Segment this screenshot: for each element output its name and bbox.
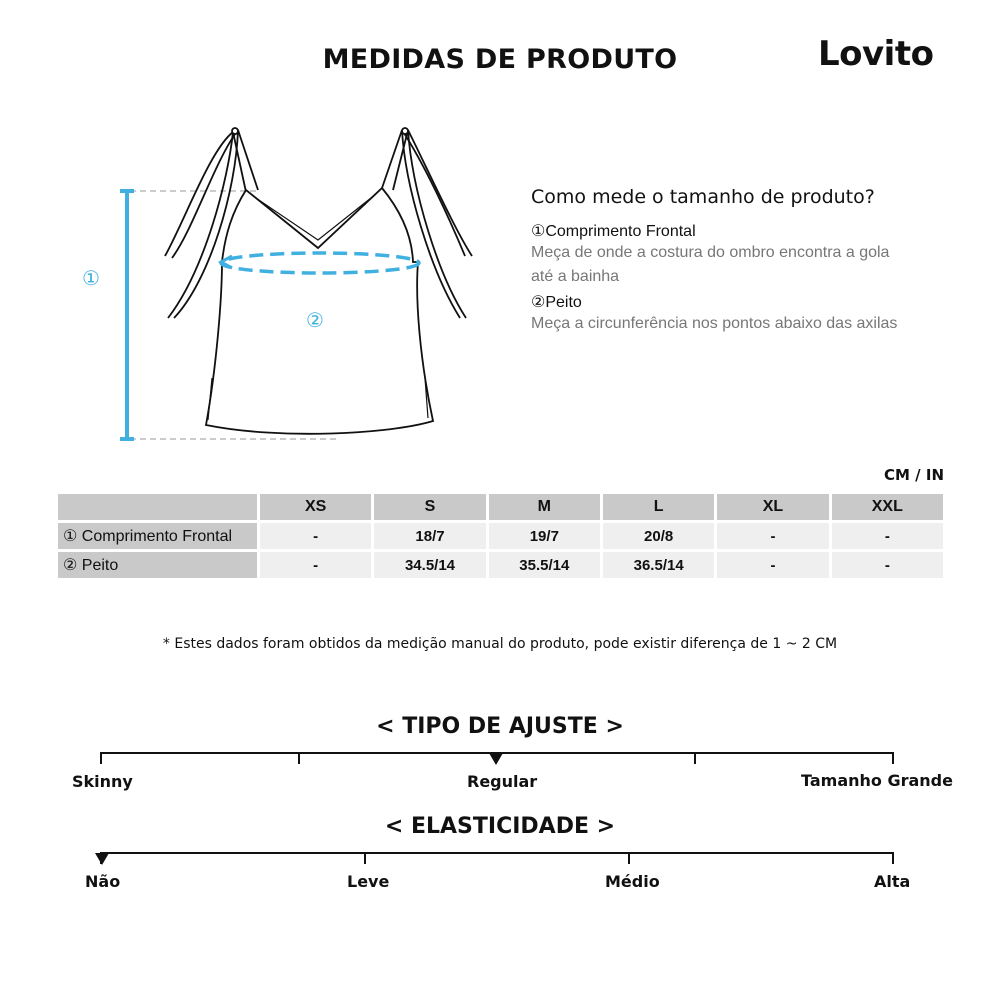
table-row <box>58 523 943 549</box>
table-cell: 36.5/14 <box>603 552 714 578</box>
row-label-length: ① Comprimento Frontal <box>58 523 257 549</box>
table-cell: 34.5/14 <box>374 552 485 578</box>
size-header-l: L <box>603 494 714 520</box>
fit-tick <box>892 752 894 764</box>
size-header-row <box>58 494 943 520</box>
size-header-xxl: XXL <box>832 494 943 520</box>
size-header-s: S <box>374 494 485 520</box>
table-cell: - <box>832 552 943 578</box>
howto-desc-chest: Meça a circunferência nos pontos abaixo das axilas <box>531 315 898 332</box>
size-header-xs: XS <box>260 494 371 520</box>
table-cell: - <box>832 523 943 549</box>
length-label-1: ① <box>82 266 100 290</box>
size-header-xl: XL <box>717 494 828 520</box>
fit-label-skinny: Skinny <box>72 772 133 791</box>
elasticity-tick <box>364 852 366 864</box>
fit-label-regular: Regular <box>467 772 538 791</box>
row-label-chest: ② Peito <box>58 552 257 578</box>
table-cell: - <box>260 552 371 578</box>
fit-tick <box>694 752 696 764</box>
table-row <box>58 552 943 578</box>
table-cell: 35.5/14 <box>489 552 600 578</box>
measurement-note: * Estes dados foram obtidos da medição manual do produto, pode existir diferença de 1 ~ 2 CM <box>162 636 838 652</box>
fit-tick <box>298 752 300 764</box>
elasticity-tick <box>892 852 894 864</box>
fit-selected-marker-icon <box>489 753 503 765</box>
elasticity-label-high: Alta <box>874 872 911 891</box>
table-cell: 18/7 <box>374 523 485 549</box>
elasticity-label-none: Não <box>85 872 121 891</box>
size-header-m: M <box>489 494 600 520</box>
table-cell: 19/7 <box>489 523 600 549</box>
elasticity-label-medium: Médio <box>605 872 660 891</box>
garment-diagram <box>60 115 500 455</box>
table-cell: - <box>717 523 828 549</box>
unit-label: CM / IN <box>884 466 944 484</box>
fit-label-oversized: Tamanho Grande <box>801 771 953 790</box>
howto-item-length: ①Comprimento Frontal <box>531 223 696 240</box>
brand-logo: Lovito <box>818 34 934 74</box>
elasticity-selected-marker-icon <box>95 853 109 865</box>
size-header-blank <box>58 494 257 520</box>
fit-tick <box>100 752 102 764</box>
page-title: MEDIDAS DE PRODUTO <box>322 44 678 75</box>
elasticity-scale-line <box>101 852 893 854</box>
elasticity-tick <box>628 852 630 864</box>
elasticity-title: < ELASTICIDADE > <box>384 814 616 839</box>
howto-desc-length: Meça de onde a costura do ombro encontra a gola até a bainha <box>531 244 890 285</box>
fit-title: < TIPO DE AJUSTE > <box>376 714 624 739</box>
table-cell: 20/8 <box>603 523 714 549</box>
howto-item-chest: ②Peito <box>531 294 582 311</box>
table-cell: - <box>717 552 828 578</box>
size-table <box>55 491 946 581</box>
elasticity-label-light: Leve <box>347 872 390 891</box>
table-cell: - <box>260 523 371 549</box>
howto-title: Como mede o tamanho de produto? <box>531 186 875 208</box>
chest-label-2: ② <box>306 308 324 332</box>
